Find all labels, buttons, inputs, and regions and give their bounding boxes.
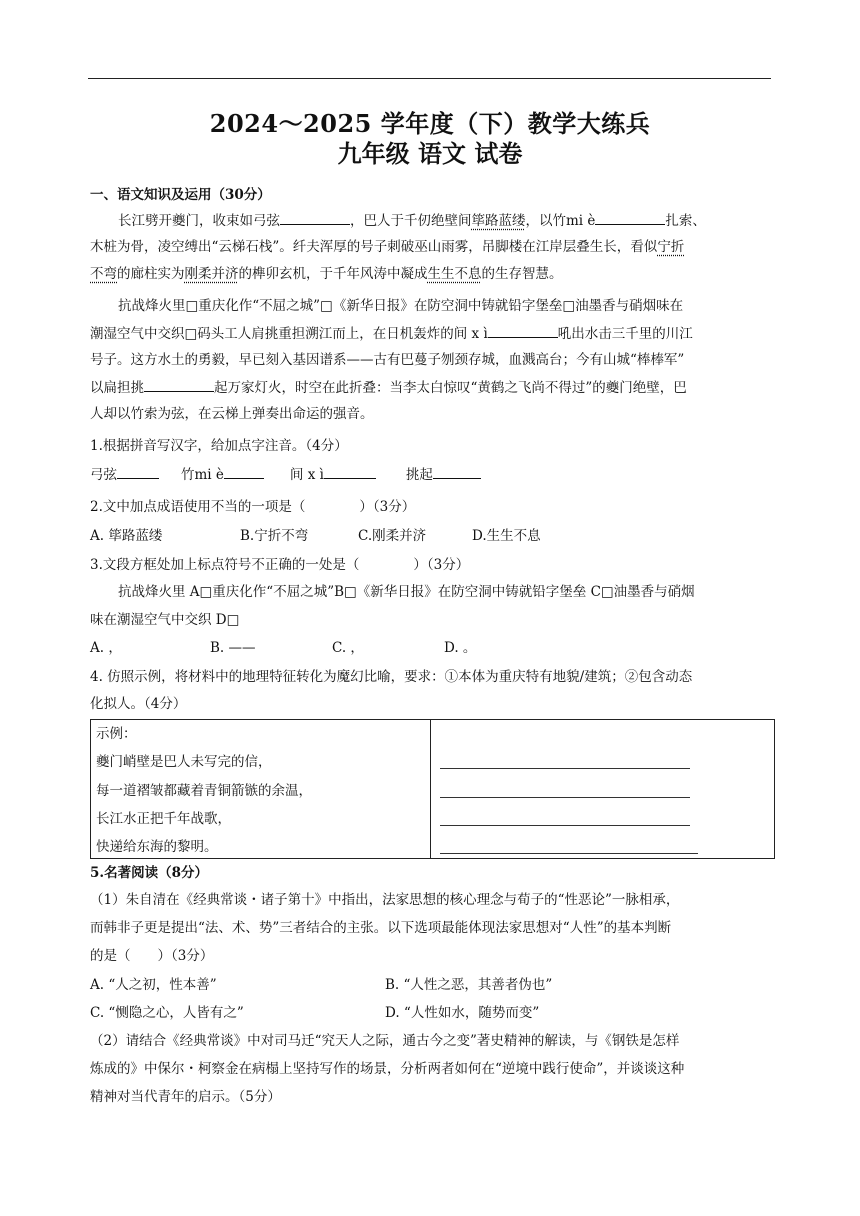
question-3-quote: 味在潮湿空气中交织 D□ [90, 612, 240, 628]
question-1-items: 弓弦 竹mi è 间 x ì 挑起 [90, 464, 774, 485]
dotted-idiom: 刚柔并济 [184, 266, 239, 282]
answer-line[interactable] [440, 797, 690, 798]
answer-line[interactable] [440, 853, 698, 854]
exam-title: 2024～2025 学年度（下）教学大练兵 [209, 109, 651, 138]
dotted-idiom: 宁折 [657, 239, 685, 255]
example-line: 夔门峭壁是巴人未写完的信， [96, 754, 272, 770]
example-label: 示例： [96, 726, 137, 742]
answer-line[interactable] [440, 825, 690, 826]
example-line: 每一道褶皱都藏着青铜箭镞的余温， [96, 783, 312, 799]
question-5-options: A. “人之初，性本善” B. “人性之恶，其善者伪也” [90, 977, 553, 993]
question-5-heading: 5.名著阅读（8分） [90, 865, 208, 881]
question-5-text: 而韩非子更是提出“法、术、势”三者结合的主张。以下选项最能体现法家思想对“人性”的基本判断 [90, 920, 672, 936]
example-line: 快递给东海的黎明。 [96, 839, 218, 855]
question-2-options: A. 筚路蓝缕 B.宁折不弯 C.刚柔并济 D.生生不息 [90, 528, 541, 544]
dotted-idiom: 生生不息 [427, 266, 482, 282]
question-5-text: 精神对当代青年的启示。（5分） [90, 1089, 281, 1105]
header-rule [88, 78, 771, 79]
answer-blank [224, 464, 264, 479]
question-5-text: 的是（ ）（3分） [90, 948, 214, 964]
passage-line: 木桩为骨，凌空缚出“云梯石栈”。纤夫浑厚的号子刺破巫山雨雾，吊脚楼在江岸层叠生长，看似宁折 [90, 239, 685, 255]
passage-line: 不弯的廊柱实为刚柔并济的榫卯玄机，于千年风涛中凝成生生不息的生存智慧。 [90, 266, 563, 282]
passage-line: 号子。这方水土的勇毅，早已刻入基因谱系——古有巴蔓子刎颈存城，血溅高台；今有山城“棒棒军” [90, 352, 685, 368]
dotted-idiom: 不弯 [90, 266, 117, 282]
blank-line [488, 323, 558, 338]
blank-line [144, 377, 214, 392]
example-line: 长江水正把千年战歌， [96, 811, 231, 827]
answer-line[interactable] [440, 768, 690, 769]
question-3-quote: 抗战烽火里 A□重庆化作“不屈之城”B□《新华日报》在防空洞中铸就铅字堡垒 C□油墨香与硝烟 [118, 584, 695, 600]
answer-blank [324, 464, 376, 479]
dotted-idiom: 筚路蓝缕 [471, 213, 526, 229]
question-1-stem: 1.根据拼音写汉字，给加点字注音。（4分） [90, 438, 348, 454]
answer-blank [433, 464, 481, 479]
question-5-options: C. “恻隐之心，人皆有之” D. “人性如水，随势而变” [90, 1005, 540, 1021]
question-4-stem: 4. 仿照示例，将材料中的地理特征转化为魔幻比喻，要求：①本体为重庆特有地貌/建筑；②包含动态 [90, 669, 693, 685]
table-divider [430, 719, 431, 859]
question-2-stem: 2.文中加点成语使用不当的一项是（ ）（3分） [90, 499, 416, 515]
blank-line [280, 210, 350, 225]
question-3-options: A. ， B. —— C. ， D. 。 [90, 640, 477, 656]
question-3-stem: 3.文段方框处加上标点符号不正确的一处是（ ）（3分） [90, 557, 470, 573]
question-5-text: （1）朱自清在《经典常谈・诸子第十》中指出，法家思想的核心理念与荀子的“性恶论”一脉相承， [90, 892, 680, 908]
blank-line [595, 210, 665, 225]
passage-line: 潮湿空气中交织□码头工人肩挑重担溯江而上，在日机轰炸的间 x ì 吼出水击三千里的川江 [90, 323, 774, 344]
question-5-text: 炼成的》中保尔・柯察金在病榻上坚持写作的场景，分析两者如何在“逆境中践行使命”，并谈谈这种 [90, 1061, 685, 1077]
section-heading: 一、语文知识及运用（30分） [90, 187, 271, 203]
passage-line: 抗战烽火里□重庆化作“不屈之城”□《新华日报》在防空洞中铸就铅字堡垒□油墨香与硝烟味在 [118, 298, 684, 314]
passage-line: 长江劈开夔门，收束如弓弦 ，巴人于千仞绝壁间筚路蓝缕，以竹mi è 扎索、 [118, 210, 774, 231]
passage-line: 以扁担挑 起万家灯火，时空在此折叠：当李太白惊叹“黄鹤之飞尚不得过”的夔门绝壁，巴 [90, 377, 774, 398]
question-4-stem: 化拟人。（4分） [90, 696, 187, 712]
exam-subtitle: 九年级 语文 试卷 [337, 139, 523, 168]
answer-blank [117, 464, 159, 479]
question-5-text: （2）请结合《经典常谈》中对司马迁“究天人之际，通古今之变”著史精神的解读，与《钢铁是怎样 [90, 1033, 680, 1049]
passage-line: 人却以竹索为弦，在云梯上弹奏出命运的强音。 [90, 406, 374, 422]
